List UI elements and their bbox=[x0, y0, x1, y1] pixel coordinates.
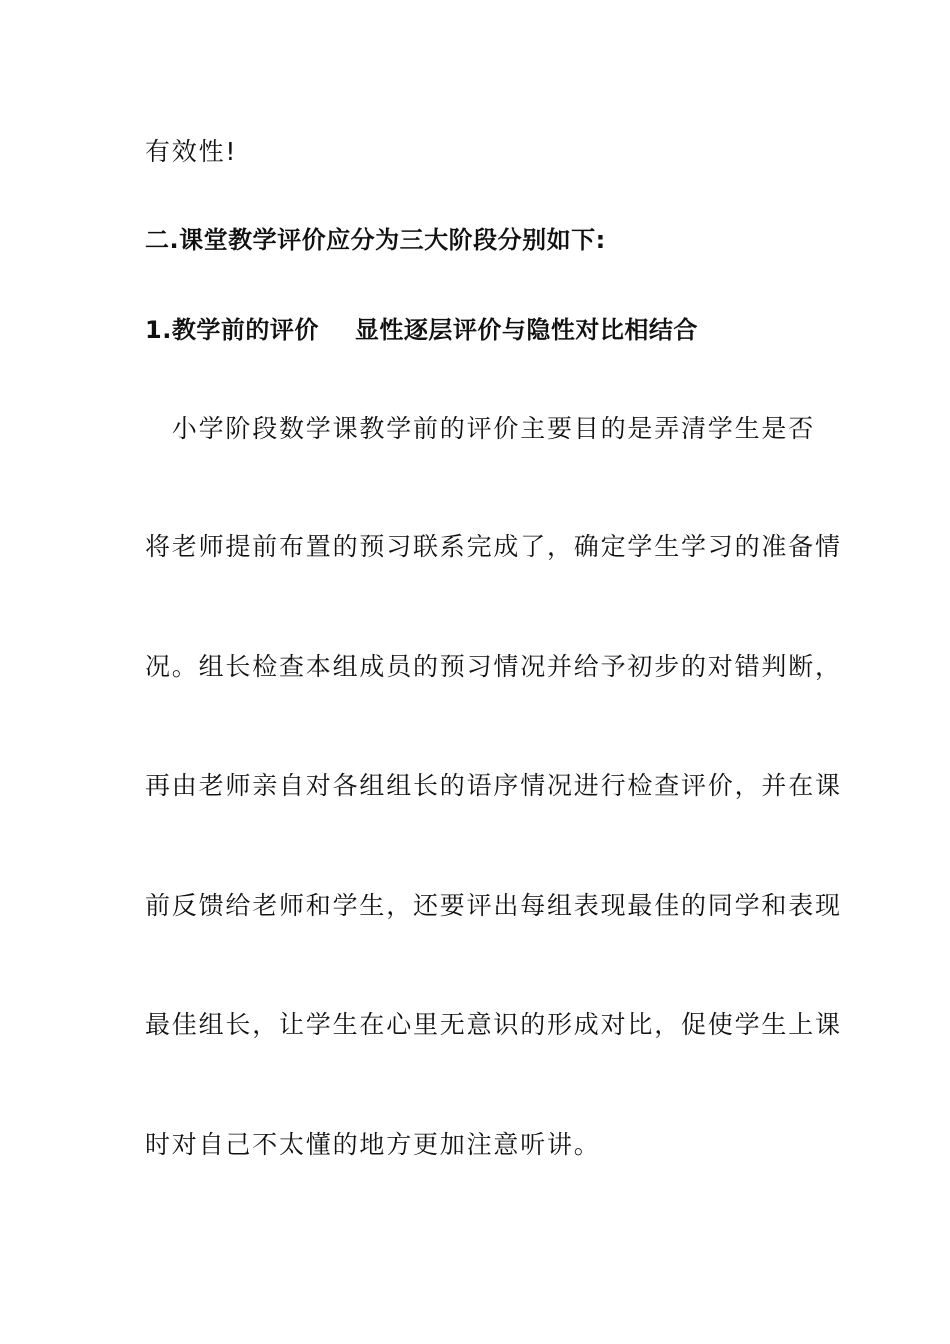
body-text-line: 时对自己不太懂的地方更加注意听讲。 bbox=[145, 1130, 601, 1159]
body-text-line: 前反馈给老师和学生，还要评出每组表现最佳的同学和表现 bbox=[145, 891, 842, 920]
body-text-line: 再由老师亲自对各组组长的语序情况进行检查评价，并在课 bbox=[145, 771, 842, 800]
subsection-number-title: 1.教学前的评价 bbox=[145, 316, 319, 344]
section-heading: 二.课堂教学评价应分为三大阶段分别如下: bbox=[145, 226, 606, 254]
subsection-subtitle: 显性逐层评价与隐性对比相结合 bbox=[354, 316, 698, 344]
subsection-heading bbox=[145, 314, 698, 346]
body-text-line: 小学阶段数学课教学前的评价主要目的是弄清学生是否 bbox=[145, 414, 816, 443]
body-text-line: 将老师提前布置的预习联系完成了，确定学生学习的准备情 bbox=[145, 532, 842, 561]
body-text-line: 况。组长检查本组成员的预习情况并给予初步的对错判断， bbox=[145, 652, 842, 681]
body-text-line: 有效性! bbox=[145, 137, 238, 166]
body-text-line: 最佳组长，让学生在心里无意识的形成对比，促使学生上课 bbox=[145, 1010, 842, 1039]
